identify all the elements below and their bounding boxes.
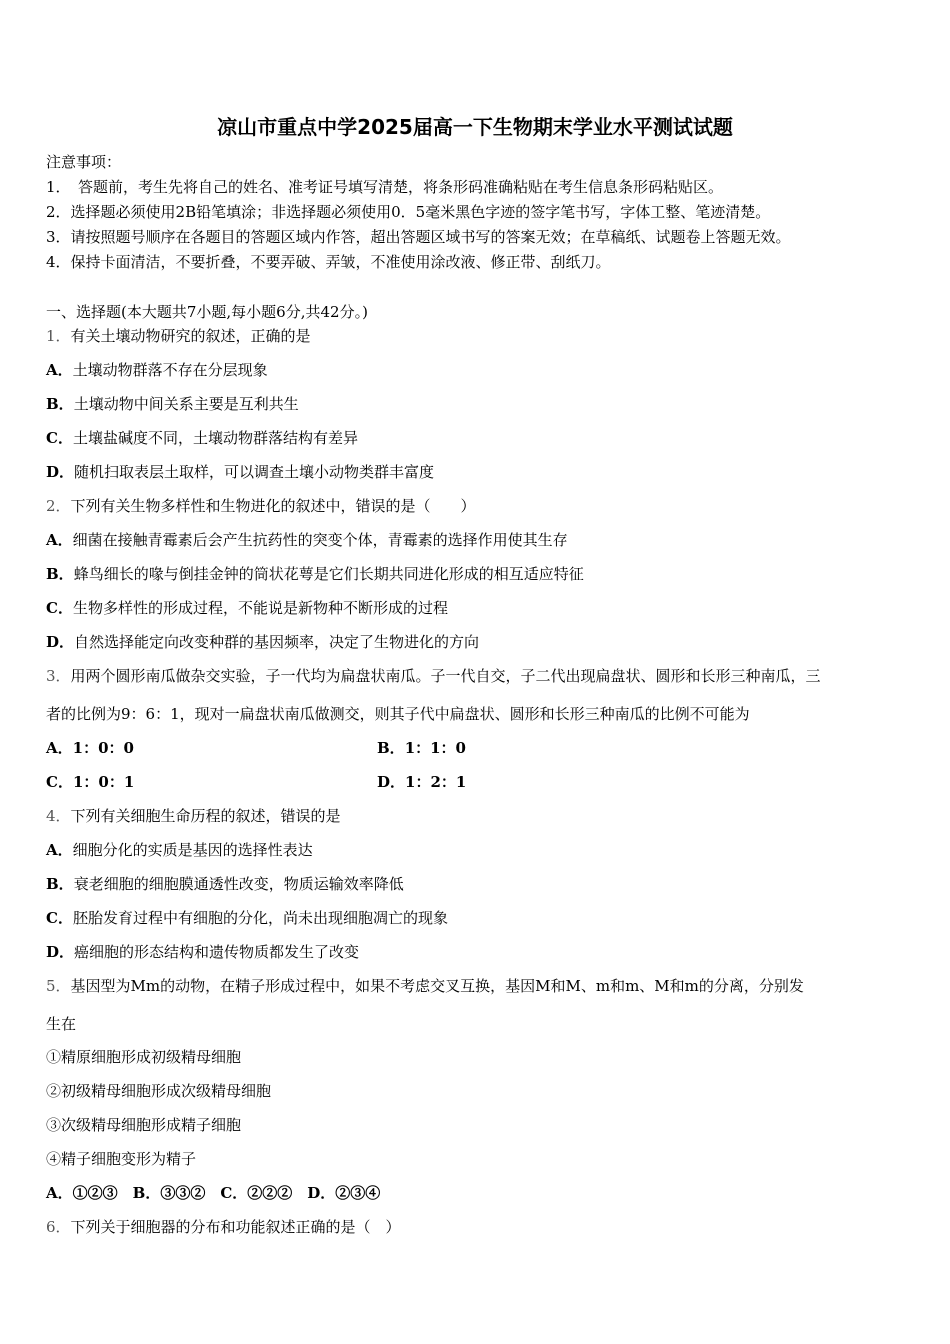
question-4-option-d [46, 942, 359, 962]
question-number: 6． [46, 1218, 71, 1236]
question-text: 下列关于细胞器的分布和功能叙述正确的是（ ） [70, 1218, 401, 1236]
question-number: 4． [46, 807, 71, 825]
option-text: 1：0：0 [72, 739, 134, 757]
option-label: B． [46, 875, 74, 893]
question-number: 2． [46, 497, 71, 515]
question-4-option-a [46, 840, 313, 860]
option-label: A． [46, 361, 73, 379]
question-3-option-a [46, 738, 134, 758]
question-number: 5． [46, 977, 71, 995]
question-5-stem-continued: 生在 [46, 1015, 77, 1033]
option-label: C． [46, 909, 73, 927]
option-label: B． [46, 395, 74, 413]
notice-item-2: 2．选择题必须使用2B铅笔填涂；非选择题必须使用0．5毫米黑色字迹的签字笔书写，字体工整、笔迹清楚。 [46, 203, 771, 221]
option-text: 蜂鸟细长的喙与倒挂金钟的筒状花萼是它们长期共同进化形成的相互适应特征 [73, 565, 584, 583]
question-1-stem [46, 326, 311, 346]
option-label: D． [46, 633, 75, 651]
question-4-option-b [46, 874, 404, 894]
question-1-option-b [46, 394, 299, 414]
notice-heading: 注意事项： [46, 153, 122, 171]
question-text: 下列有关细胞生命历程的叙述，错误的是 [70, 807, 341, 825]
question-4-stem [46, 806, 341, 826]
option-text: 细菌在接触青霉素后会产生抗药性的突变个体，青霉素的选择作用使其生存 [72, 531, 568, 549]
option-text: 随机扫取表层土取样，可以调查土壤小动物类群丰富度 [74, 463, 435, 481]
question-5-stem [46, 976, 804, 996]
question-2-option-d [46, 632, 479, 652]
option-label: C． [46, 599, 73, 617]
question-1-option-d [46, 462, 434, 482]
question-number: 1． [46, 327, 71, 345]
option-text: 细胞分化的实质是基因的选择性表达 [72, 841, 313, 859]
notice-item-3: 3．请按照题号顺序在各题目的答题区域内作答，超出答题区域书写的答案无效；在草稿纸、试题卷上答题无效。 [46, 228, 791, 246]
option-label: C． [46, 773, 73, 791]
section-heading: 一、选择题(本大题共7小题,每小题6分,共42分。) [46, 303, 368, 321]
question-text: 用两个圆形南瓜做杂交实验，子一代均为扁盘状南瓜。子一代自交，子二代出现扁盘状、圆形和长形三种南瓜，三 [70, 667, 821, 685]
question-text: 下列有关生物多样性和生物进化的叙述中，错误的是（ ） [70, 497, 476, 515]
option-text: 胚胎发育过程中有细胞的分化，尚未出现细胞凋亡的现象 [72, 909, 448, 927]
question-number: 3． [46, 667, 71, 685]
question-4-option-c [46, 908, 448, 928]
option-label: D． [46, 943, 75, 961]
question-text: 有关土壤动物研究的叙述，正确的是 [70, 327, 311, 345]
option-text: 1：2：1 [405, 773, 467, 791]
question-5-item-1: ①精原细胞形成初级精母细胞 [46, 1048, 242, 1066]
option-label: B． [46, 565, 74, 583]
notice-item-4: 4．保持卡面清洁，不要折叠，不要弄破、弄皱，不准使用涂改液、修正带、刮纸刀。 [46, 253, 611, 271]
question-2-stem [46, 496, 476, 516]
option-label: D． [46, 463, 75, 481]
question-5-item-4: ④精子细胞变形为精子 [46, 1150, 197, 1168]
option-text: 1：0：1 [72, 773, 135, 791]
question-2-option-b [46, 564, 584, 584]
question-5-item-3: ③次级精母细胞形成精子细胞 [46, 1116, 242, 1134]
question-3-stem [46, 666, 821, 686]
question-1-option-c [46, 428, 358, 448]
option-label: B． [377, 739, 405, 757]
option-label: A． [46, 841, 73, 859]
option-text: 自然选择能定向改变种群的基因频率，决定了生物进化的方向 [74, 633, 480, 651]
page-title: 凉山市重点中学2025届高一下生物期末学业水平测试试题 [217, 115, 733, 139]
option-label: A． [46, 531, 73, 549]
option-label: C． [46, 429, 73, 447]
option-text: 癌细胞的形态结构和遗传物质都发生了改变 [74, 943, 360, 961]
question-5-item-2: ②初级精母细胞形成次级精母细胞 [46, 1082, 272, 1100]
question-3-option-d [377, 772, 466, 792]
question-text: 基因型为Mm的动物，在精子形成过程中，如果不考虑交叉互换，基因M和M、m和m、M和m的分离，分别发 [70, 977, 804, 995]
question-2-option-a [46, 530, 568, 550]
question-3-option-c [46, 772, 134, 792]
option-text: 土壤盐碱度不同，土壤动物群落结构有差异 [72, 429, 358, 447]
question-1-option-a [46, 360, 268, 380]
option-text: 衰老细胞的细胞膜通透性改变，物质运输效率降低 [73, 875, 404, 893]
question-2-option-c [46, 598, 448, 618]
question-3-option-b [377, 738, 466, 758]
notice-item-1: 1． 答题前，考生先将自己的姓名、准考证号填写清楚，将条形码准确粘贴在考生信息条形码粘贴区。 [46, 178, 724, 196]
option-text: 土壤动物中间关系主要是互利共生 [73, 395, 299, 413]
question-5-options: A．①②③ B．③③② C．②②② D．②③④ [46, 1184, 381, 1202]
question-6-stem [46, 1217, 401, 1237]
option-label: A． [46, 739, 73, 757]
option-text: 土壤动物群落不存在分层现象 [72, 361, 268, 379]
option-text: 1：1：0 [404, 739, 466, 757]
option-label: D． [377, 773, 406, 791]
question-3-stem-continued: 者的比例为9：6：1，现对一扁盘状南瓜做测交，则其子代中扁盘状、圆形和长形三种南瓜的比例不可能为 [46, 705, 750, 723]
option-text: 生物多样性的形成过程，不能说是新物种不断形成的过程 [72, 599, 448, 617]
